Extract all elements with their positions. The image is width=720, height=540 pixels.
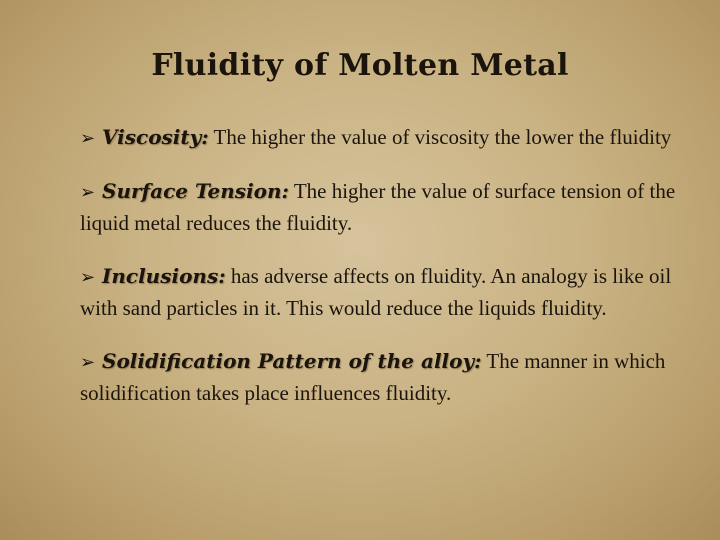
- bullet-text: The higher the value of surface tension of the liquid metal reduces the fluidity.: [80, 179, 676, 235]
- slide-title: Fluidity of Molten Metal: [151, 48, 569, 83]
- bullet-surface-tension: [80, 176, 680, 239]
- bullet-term: Viscosity:: [102, 125, 209, 149]
- arrow-bullet-icon: ➢: [80, 182, 96, 203]
- bullet-text: The higher the value of viscosity the lower the fluidity: [213, 125, 672, 149]
- bullet-solidification-pattern: [80, 346, 680, 409]
- arrow-bullet-icon: ➢: [80, 352, 96, 373]
- bullet-viscosity: [80, 122, 680, 154]
- bullet-term: Surface Tension:: [102, 179, 289, 203]
- arrow-bullet-icon: ➢: [80, 128, 96, 149]
- arrow-bullet-icon: ➢: [80, 267, 96, 288]
- bullet-text: has adverse affects on fluidity. An analogy is like oil with sand particles in it. This would reduce the liquids fluidity.: [80, 264, 672, 320]
- bullet-term: Solidification Pattern of the alloy:: [102, 349, 482, 373]
- bullet-inclusions: [80, 261, 680, 324]
- bullet-text: The manner in which solidification takes place influences fluidity.: [80, 349, 666, 405]
- bullet-term: Inclusions:: [102, 264, 226, 288]
- bullet-list: [80, 122, 680, 431]
